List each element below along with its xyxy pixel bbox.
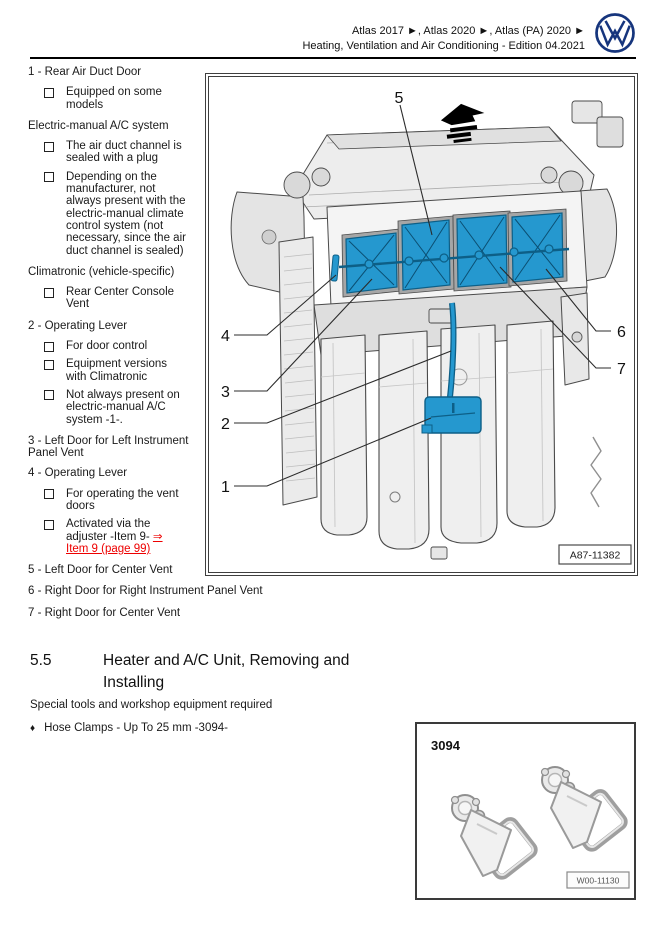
callout-1: 1 [221,479,230,496]
checkbox-bullet-icon [44,342,54,352]
callout-4: 4 [221,328,230,345]
part-label-5: 5 - Left Door for Center Vent [28,564,173,577]
checkbox-bullet-icon [44,360,54,370]
vw-logo-icon [594,12,636,54]
hvac-diagram-frame [205,73,638,576]
hvac-unit-body [231,101,623,559]
bullet-text: For door control [66,340,148,353]
section-title: Heater and A/C Unit, Removing and Installing [103,652,350,691]
svg-text:A87-11382: A87-11382 [569,549,621,562]
bullet-text [66,518,186,555]
callout-5: 5 [394,90,404,107]
list-item [44,140,186,165]
part-label-2: 2 - Operating Lever [28,319,128,332]
checkbox-bullet-icon [44,288,54,298]
bullet-text: Depending on the manufacturer, not always present with the electric-manual climate control system (not necessary, since the air duct channel is sealed) [66,170,186,257]
bullet-text: Not always present on electric-manual A/C system -1-. [66,388,180,426]
special-tools-intro: Special tools and workshop equipment required [30,699,273,711]
callout-2: 2 [221,416,230,433]
diamond-bullet-icon: ♦ [30,723,36,734]
header-rule [30,57,636,59]
header-models-line: Atlas 2017 ►, Atlas 2020 ►, Atlas (PA) 2020 ► [351,25,585,37]
bullet-text: For operating the vent doors [66,487,179,513]
hose-clamp-illustration [452,795,538,879]
part-label-1: 1 - Rear Air Duct Door [28,66,142,78]
tool-figure-id-label [567,872,629,888]
figure-id-label [559,545,631,564]
tool-number-label: 3094 [431,738,460,753]
item9-page99-link[interactable]: ⇒ Item 9 (page 99) [66,530,163,555]
part-label-6: 6 - Right Door for Right Instrument Panel Vent [28,585,263,597]
list-item [44,358,186,383]
part-label-climatronic: Climatronic (vehicle-specific) [28,265,175,278]
rear-air-duct-door-highlight [422,397,481,433]
list-item [44,86,186,111]
part-label-4: 4 - Operating Lever [28,467,128,480]
callout-6: 6 [617,324,626,341]
checkbox-bullet-icon [44,390,54,400]
hvac-diagram [208,76,635,573]
bullet-text: Equipped on some models [66,86,162,111]
checkbox-bullet-icon [44,88,54,98]
bullet-text-plain: Activated via the adjuster -Item 9- [66,518,153,543]
callout-3: 3 [221,384,230,401]
tool-illustration-box [415,722,636,900]
page-header [302,24,585,53]
checkbox-bullet-icon [44,142,54,152]
checkbox-bullet-icon [44,520,54,530]
bullet-text: The air duct channel is sealed with a plug [66,140,182,165]
tool-list-item [30,722,228,735]
header-doc-line: Heating, Ventilation and Air Conditioning - Edition 04.2021 [302,39,585,52]
list-item [44,518,186,555]
list-item [44,286,186,311]
list-item [44,171,186,257]
checkbox-bullet-icon [44,489,54,499]
list-item [44,488,186,513]
list-item [44,389,186,426]
list-item [44,340,186,352]
callout-7: 7 [617,361,626,378]
tool-item-text: Hose Clamps - Up To 25 mm -3094- [44,722,228,734]
checkbox-bullet-icon [44,172,54,182]
part-label-3: 3 - Left Door for Left Instrument Panel Vent [28,434,189,460]
hose-clamp-illustration [542,767,628,851]
section-heading [30,650,385,694]
bullet-text: Equipment versions with Climatronic [66,358,167,383]
section-number: 5.5 [30,652,52,669]
bullet-text: Rear Center Console Vent [66,286,175,311]
svg-text:W00-11130: W00-11130 [576,875,620,886]
part-label-7: 7 - Right Door for Center Vent [28,607,181,619]
parts-list [28,66,202,585]
part-label-electric-manual: Electric-manual A/C system [28,119,169,132]
